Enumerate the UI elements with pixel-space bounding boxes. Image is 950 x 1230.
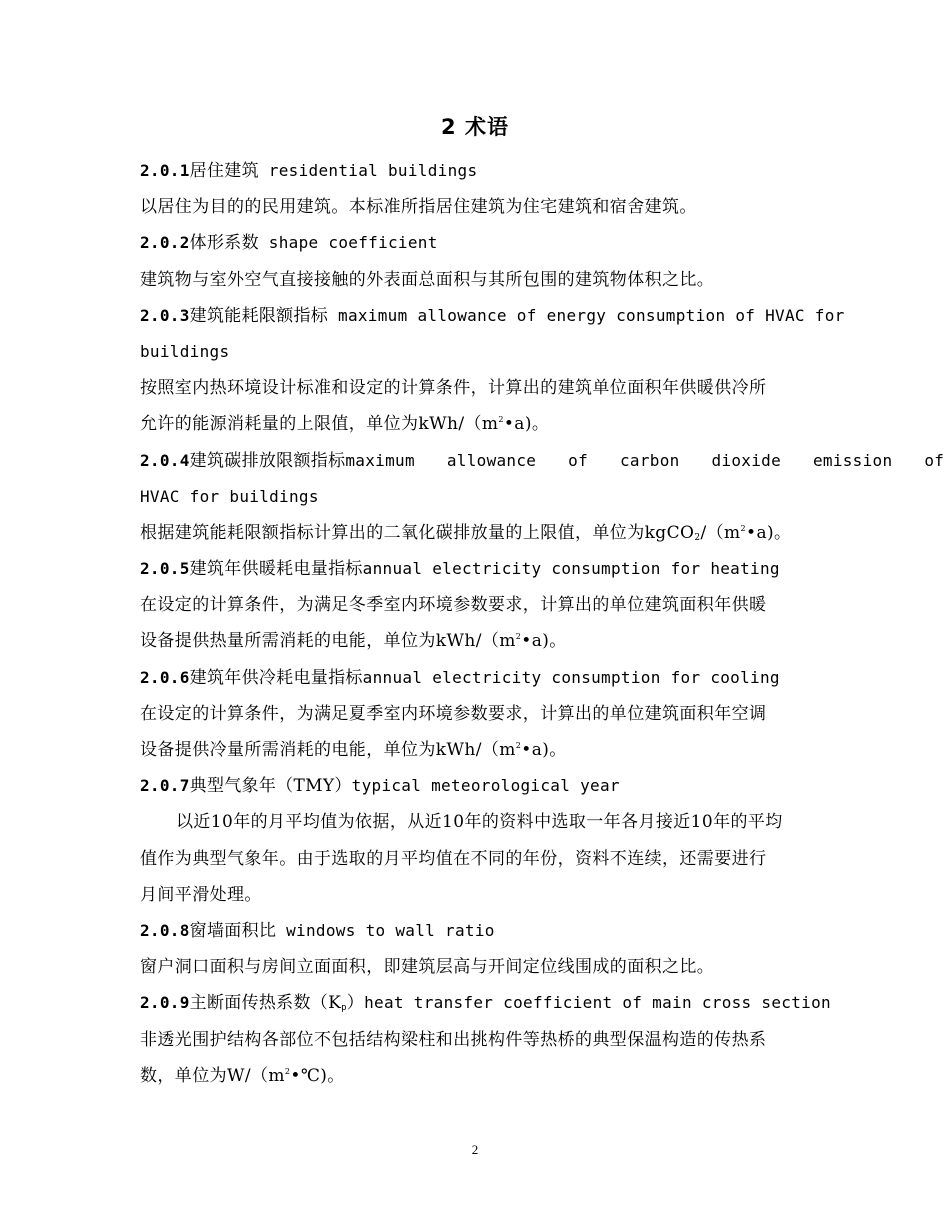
definition-text: 数，单位为W/（m: [140, 1065, 285, 1086]
term-heading-continued: HVAC for buildings: [140, 486, 319, 506]
definition-text: 根据建筑能耗限额指标计算出的二氧化碳排放量的上限值，单位为kgCO: [140, 522, 695, 543]
definition-text: 允许的能源消耗量的上限值，单位为kWh/（m: [140, 414, 499, 435]
definition-text: •a)。: [521, 740, 567, 760]
term-en: annual electricity consumption for heating: [362, 559, 780, 579]
term-cn: 主断面传热系数（K: [189, 993, 342, 1014]
term-cn: 建筑碳排放限额指标: [189, 450, 346, 471]
term-heading: [140, 443, 945, 479]
term-en: annual electricity consumption for cooling: [362, 667, 780, 687]
term-cn: 体形系数: [189, 233, 259, 254]
term-cn: 窗墙面积比: [189, 920, 277, 941]
term-number: 2.0.7: [140, 776, 190, 796]
term-heading: [140, 225, 812, 261]
term-heading: [140, 153, 812, 189]
term-cn: 建筑年供暖耗电量指标: [189, 559, 363, 580]
term-number: 2.0.8: [140, 920, 190, 940]
superscript: 2: [284, 1066, 291, 1076]
page-number: 2: [471, 1142, 479, 1157]
terms-content: [140, 153, 945, 1094]
term-definition: [140, 1058, 812, 1094]
term-en: residential buildings: [258, 161, 478, 180]
term-cn: 典型气象年（TMY）: [189, 776, 352, 797]
term-definition: 在设定的计算条件，为满足夏季室内环境参数要求，计算出的单位建筑面积年空调: [140, 703, 767, 724]
term-number: 2.0.1: [140, 161, 190, 180]
term-heading: [140, 551, 812, 587]
term-en: heat transfer coefficient of main cross section: [364, 993, 831, 1013]
definition-text: 设备提供热量所需消耗的电能，单位为kWh/（m: [140, 631, 516, 652]
superscript: 2: [515, 632, 522, 642]
term-number: 2.0.2: [140, 233, 190, 253]
term-definition: 建筑物与室外空气直接接触的外表面总面积与其所包围的建筑物体积之比。: [140, 269, 715, 290]
term-en: typical meteorological year: [351, 776, 620, 796]
definition-text: •a)。: [746, 522, 792, 543]
term-number: 2.0.6: [140, 667, 190, 687]
term-heading: [140, 660, 812, 696]
term-heading: [140, 985, 831, 1021]
definition-text: 设备提供冷量所需消耗的电能，单位为kWh/（m: [140, 740, 516, 760]
term-definition: 值作为典型气象年。由于选取的月平均值在不同的年份，资料不连续，还需要进行: [140, 848, 767, 869]
term-definition: [140, 623, 812, 659]
term-definition: [140, 515, 812, 551]
subscript: 2: [694, 532, 701, 543]
term-heading: [140, 298, 845, 334]
definition-text: •a)。: [503, 414, 550, 435]
term-definition: [140, 406, 812, 442]
term-definition: 在设定的计算条件，为满足冬季室内环境参数要求，计算出的单位建筑面积年供暖: [140, 595, 767, 616]
term-cn: 建筑年供冷耗电量指标: [189, 667, 363, 688]
term-definition: 以近10年的月平均值为依据，从近10年的资料中选取一年各月接近10年的平均: [176, 812, 783, 833]
term-definition: 按照室内热环境设计标准和设定的计算条件，计算出的建筑单位面积年供暖供冷所: [140, 378, 767, 399]
term-definition: 窗户洞口面积与房间立面面积，即建筑层高与开间定位线围成的面积之比。: [140, 957, 715, 978]
term-cn: ）: [346, 993, 365, 1014]
term-number: 2.0.5: [140, 559, 190, 579]
superscript: 2: [740, 523, 747, 533]
term-definition: 非透光围护结构各部位不包括结构梁柱和出挑构件等热桥的典型保温构造的传热系: [140, 1029, 767, 1050]
term-number: 2.0.9: [140, 993, 190, 1013]
subscript: p: [341, 1003, 347, 1014]
term-en: maximum allowance of energy consumption of HVAC for: [328, 305, 845, 325]
term-heading: [140, 913, 812, 949]
page-title: 2 术语: [441, 115, 509, 139]
term-en: maximum allowance of carbon dioxide emission of: [345, 450, 945, 470]
superscript: 2: [498, 415, 504, 425]
term-definition: 月间平滑处理。: [140, 884, 262, 905]
definition-text: •℃)。: [290, 1065, 345, 1086]
term-heading: [140, 768, 812, 804]
term-en: shape coefficient: [258, 233, 438, 253]
superscript: 2: [515, 741, 522, 750]
term-number: 2.0.3: [140, 305, 190, 325]
term-cn: 居住建筑: [189, 161, 259, 181]
term-heading-continued: buildings: [140, 341, 230, 361]
term-en: windows to wall ratio: [276, 920, 495, 940]
term-definition: 以居住为目的的民用建筑。本标准所指居住建筑为住宅建筑和宿舍建筑。: [140, 197, 697, 218]
term-cn: 建筑能耗限额指标: [189, 305, 329, 326]
term-definition: [140, 732, 812, 768]
definition-text: /（m: [700, 522, 741, 543]
term-number: 2.0.4: [140, 450, 190, 470]
definition-text: •a)。: [521, 631, 567, 652]
